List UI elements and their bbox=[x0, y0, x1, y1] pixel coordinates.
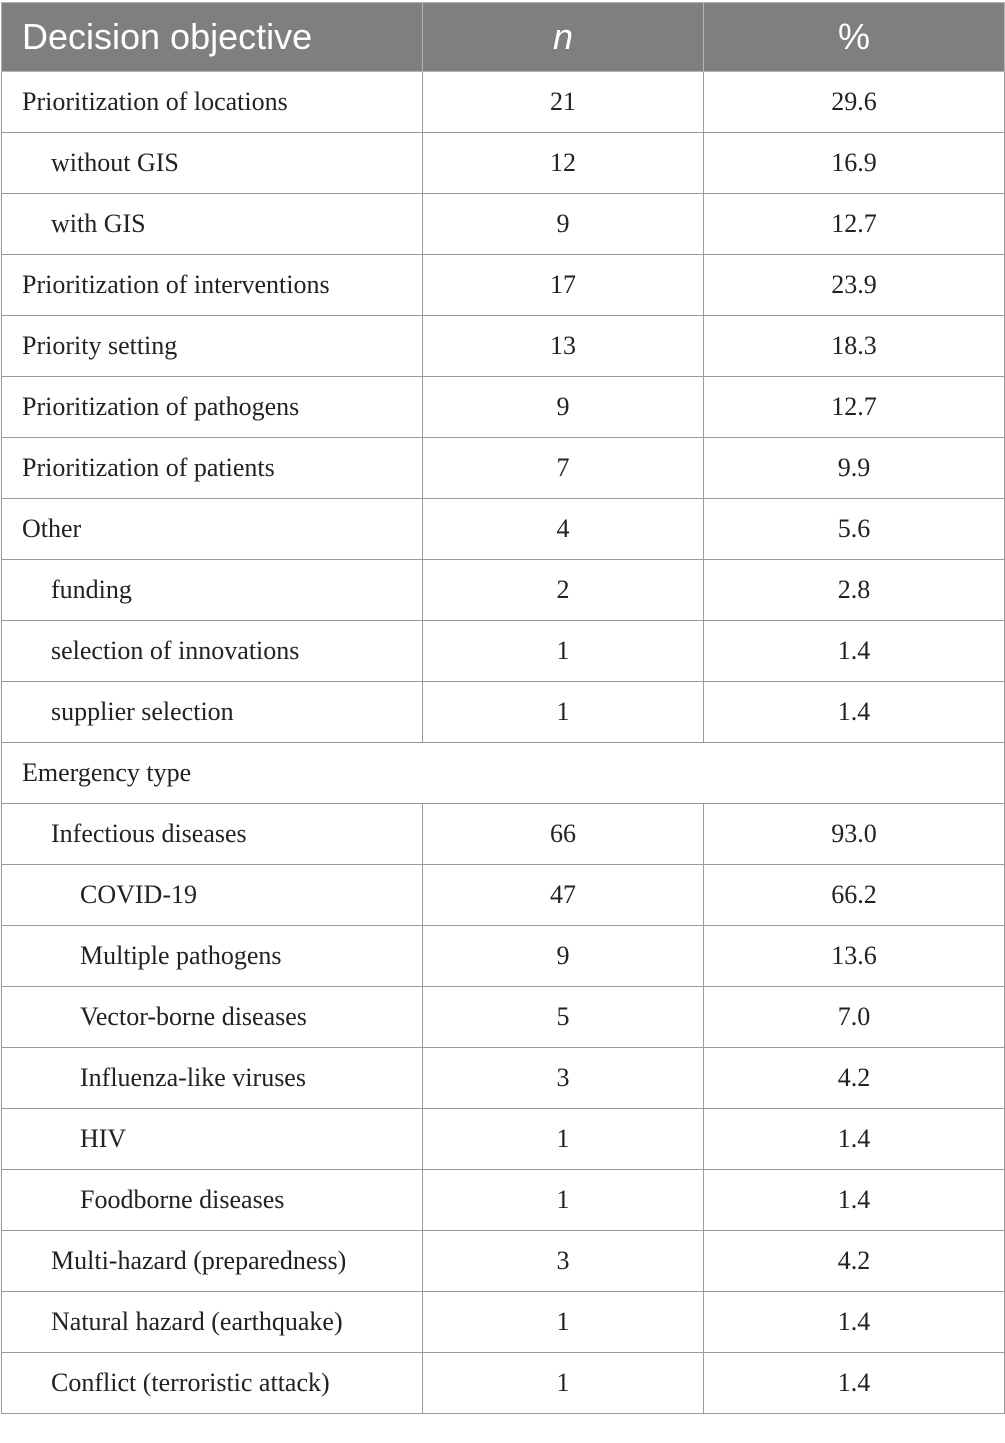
count-cell: 9 bbox=[423, 194, 704, 255]
count-cell: 21 bbox=[423, 72, 704, 133]
decision-objective-table bbox=[1, 2, 1005, 1414]
percent-cell: 16.9 bbox=[704, 133, 1005, 194]
table-row bbox=[2, 621, 1005, 682]
section-row bbox=[2, 743, 1005, 804]
percent-cell: 5.6 bbox=[704, 499, 1005, 560]
table-row bbox=[2, 133, 1005, 194]
percent-cell: 13.6 bbox=[704, 926, 1005, 987]
percent-cell: 4.2 bbox=[704, 1048, 1005, 1109]
row-label: funding bbox=[2, 560, 423, 621]
count-cell: 3 bbox=[423, 1048, 704, 1109]
row-label: Infectious diseases bbox=[2, 804, 423, 865]
count-cell: 1 bbox=[423, 1109, 704, 1170]
count-cell: 47 bbox=[423, 865, 704, 926]
row-label: without GIS bbox=[2, 133, 423, 194]
row-label: HIV bbox=[2, 1109, 423, 1170]
table-row bbox=[2, 316, 1005, 377]
row-label: COVID-19 bbox=[2, 865, 423, 926]
table-row bbox=[2, 255, 1005, 316]
row-label: Foodborne diseases bbox=[2, 1170, 423, 1231]
row-label: Vector-borne diseases bbox=[2, 987, 423, 1048]
percent-cell: 1.4 bbox=[704, 1109, 1005, 1170]
table-row bbox=[2, 72, 1005, 133]
table-row bbox=[2, 377, 1005, 438]
table-body bbox=[2, 72, 1005, 1414]
table-row bbox=[2, 1109, 1005, 1170]
table-header-row bbox=[2, 3, 1005, 72]
table-row bbox=[2, 804, 1005, 865]
table-row bbox=[2, 1353, 1005, 1414]
percent-cell: 4.2 bbox=[704, 1231, 1005, 1292]
table-row bbox=[2, 1170, 1005, 1231]
percent-cell: 12.7 bbox=[704, 377, 1005, 438]
percent-cell: 9.9 bbox=[704, 438, 1005, 499]
row-label: Prioritization of interventions bbox=[2, 255, 423, 316]
header-n: n bbox=[423, 3, 704, 72]
row-label: Prioritization of locations bbox=[2, 72, 423, 133]
percent-cell: 93.0 bbox=[704, 804, 1005, 865]
row-label: Natural hazard (earthquake) bbox=[2, 1292, 423, 1353]
count-cell: 17 bbox=[423, 255, 704, 316]
table-row bbox=[2, 1048, 1005, 1109]
count-cell: 1 bbox=[423, 1170, 704, 1231]
row-label: Other bbox=[2, 499, 423, 560]
count-cell: 12 bbox=[423, 133, 704, 194]
percent-cell: 1.4 bbox=[704, 621, 1005, 682]
count-cell: 2 bbox=[423, 560, 704, 621]
count-cell: 3 bbox=[423, 1231, 704, 1292]
row-label: Priority setting bbox=[2, 316, 423, 377]
percent-cell: 66.2 bbox=[704, 865, 1005, 926]
header-decision-objective: Decision objective bbox=[2, 3, 423, 72]
row-label: supplier selection bbox=[2, 682, 423, 743]
table-row bbox=[2, 1292, 1005, 1353]
table-row bbox=[2, 560, 1005, 621]
percent-cell: 1.4 bbox=[704, 1292, 1005, 1353]
row-label: selection of innovations bbox=[2, 621, 423, 682]
count-cell: 5 bbox=[423, 987, 704, 1048]
row-label: Conflict (terroristic attack) bbox=[2, 1353, 423, 1414]
percent-cell: 7.0 bbox=[704, 987, 1005, 1048]
row-label: Influenza-like viruses bbox=[2, 1048, 423, 1109]
percent-cell: 2.8 bbox=[704, 560, 1005, 621]
percent-cell: 1.4 bbox=[704, 682, 1005, 743]
section-label: Emergency type bbox=[2, 743, 1005, 804]
count-cell: 9 bbox=[423, 377, 704, 438]
count-cell: 4 bbox=[423, 499, 704, 560]
table-row bbox=[2, 438, 1005, 499]
table-row bbox=[2, 865, 1005, 926]
percent-cell: 18.3 bbox=[704, 316, 1005, 377]
count-cell: 1 bbox=[423, 1292, 704, 1353]
row-label: Prioritization of pathogens bbox=[2, 377, 423, 438]
percent-cell: 1.4 bbox=[704, 1353, 1005, 1414]
table-row bbox=[2, 682, 1005, 743]
row-label: Prioritization of patients bbox=[2, 438, 423, 499]
count-cell: 66 bbox=[423, 804, 704, 865]
count-cell: 1 bbox=[423, 1353, 704, 1414]
row-label: with GIS bbox=[2, 194, 423, 255]
percent-cell: 23.9 bbox=[704, 255, 1005, 316]
header-percent: % bbox=[704, 3, 1005, 72]
row-label: Multiple pathogens bbox=[2, 926, 423, 987]
count-cell: 7 bbox=[423, 438, 704, 499]
table-row bbox=[2, 194, 1005, 255]
table-row bbox=[2, 987, 1005, 1048]
percent-cell: 12.7 bbox=[704, 194, 1005, 255]
count-cell: 9 bbox=[423, 926, 704, 987]
count-cell: 1 bbox=[423, 621, 704, 682]
count-cell: 1 bbox=[423, 682, 704, 743]
table-row bbox=[2, 499, 1005, 560]
row-label: Multi-hazard (preparedness) bbox=[2, 1231, 423, 1292]
table-row bbox=[2, 926, 1005, 987]
percent-cell: 1.4 bbox=[704, 1170, 1005, 1231]
table-row bbox=[2, 1231, 1005, 1292]
count-cell: 13 bbox=[423, 316, 704, 377]
percent-cell: 29.6 bbox=[704, 72, 1005, 133]
